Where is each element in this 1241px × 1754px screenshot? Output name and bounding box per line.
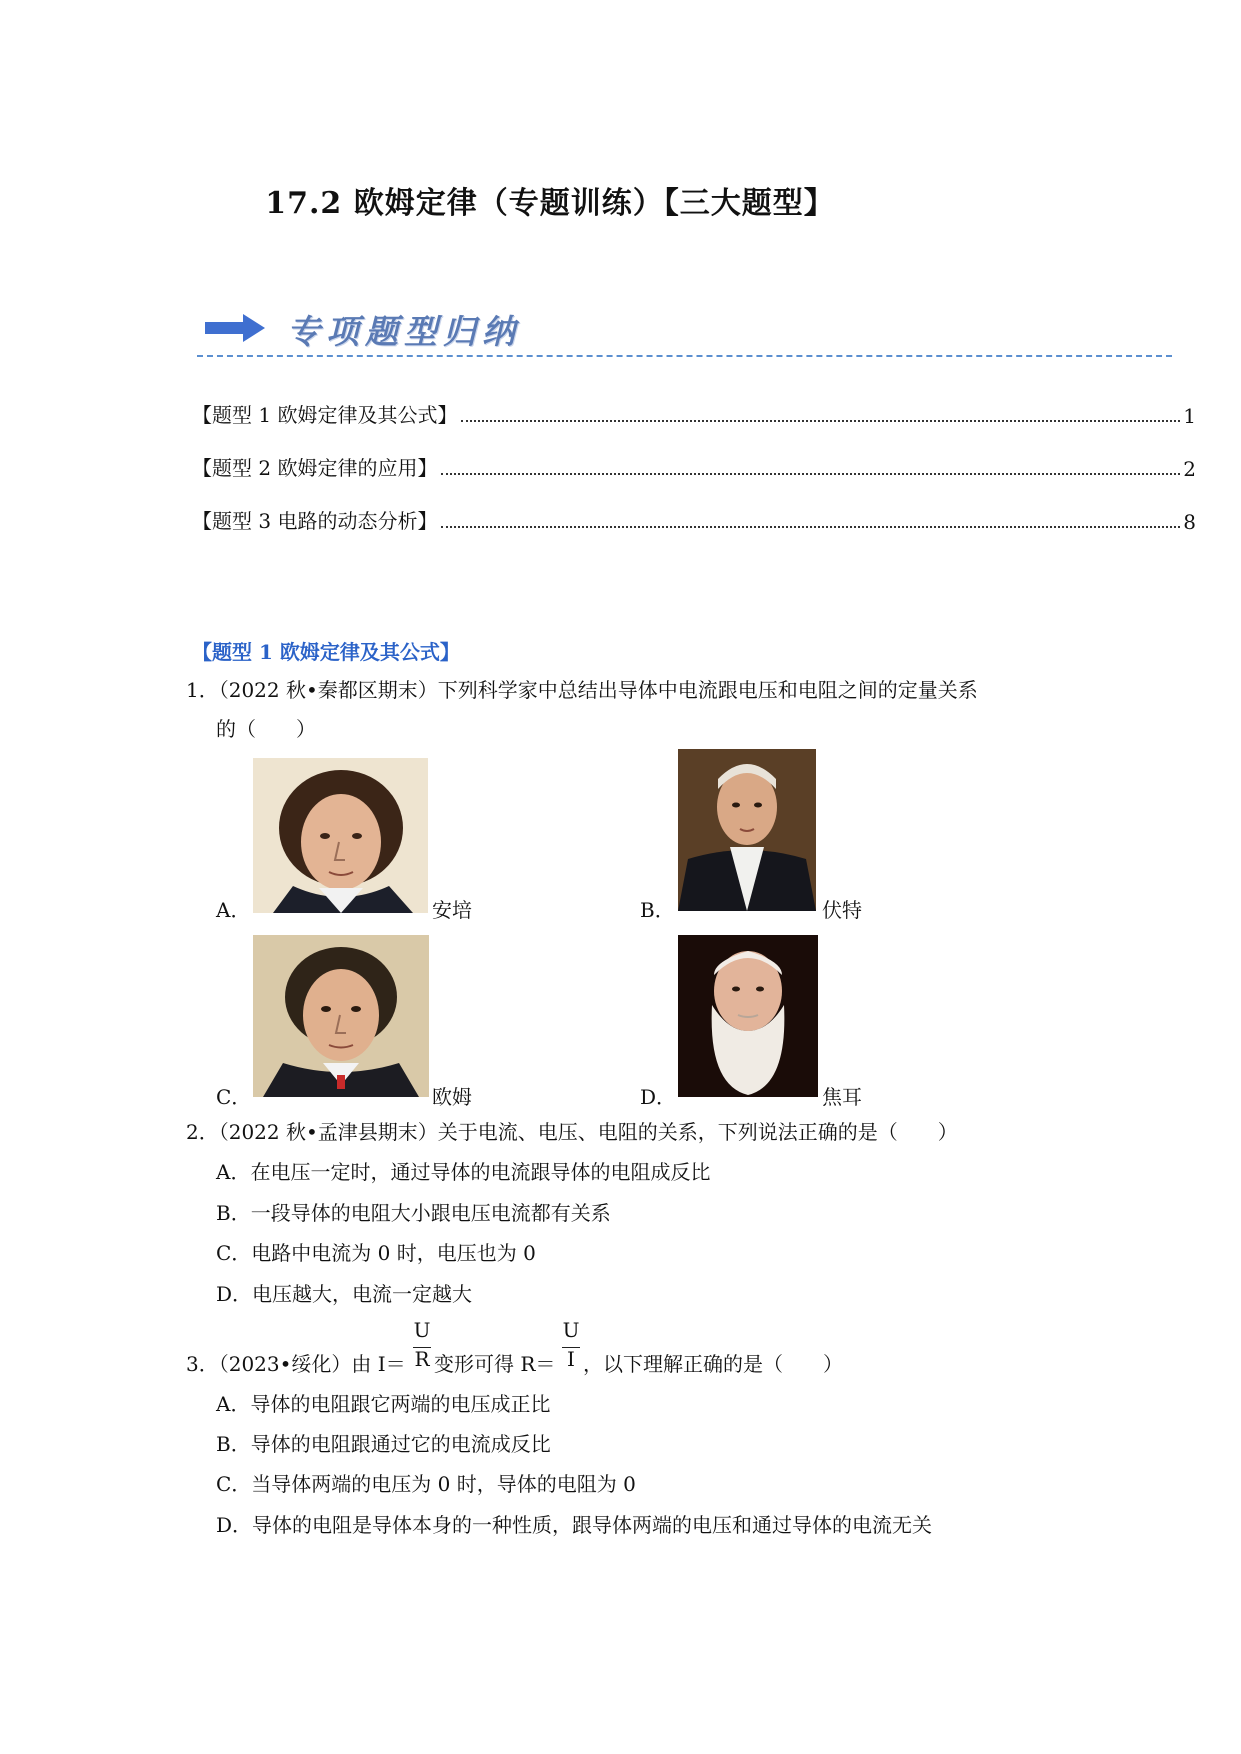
toc-item-label: 【题型 3 电路的动态分析】 xyxy=(192,509,438,533)
option-b-name: 伏特 xyxy=(822,898,862,922)
arrow-right-icon xyxy=(205,314,265,342)
portrait-joule xyxy=(678,935,818,1097)
fraction-1-numerator: U xyxy=(413,1318,431,1342)
option-c-letter: C． xyxy=(216,1085,252,1109)
banner-divider xyxy=(197,355,1172,357)
question-2-option-a: A．在电压一定时，通过导体的电流跟导体的电阻成反比 xyxy=(216,1160,711,1184)
toc-item-page: 2 xyxy=(1183,457,1196,481)
question-2-option-d: D．电压越大，电流一定越大 xyxy=(216,1282,473,1306)
banner-title: 专项题型归纳 xyxy=(287,312,521,351)
fraction-1-denominator: R xyxy=(414,1347,430,1371)
toc-item-label: 【题型 1 欧姆定律及其公式】 xyxy=(192,403,458,427)
question-3-stem-a: 3．（2023•绥化）由 I＝ xyxy=(186,1352,406,1376)
fraction-2-numerator: U xyxy=(562,1318,580,1342)
section-heading: 【题型 1 欧姆定律及其公式】 xyxy=(192,640,460,664)
question-2-stem: 2．（2022 秋•孟津县期末）关于电流、电压、电阻的关系，下列说法正确的是（ ） xyxy=(186,1120,958,1144)
option-d-name: 焦耳 xyxy=(822,1085,862,1109)
toc-item-label: 【题型 2 欧姆定律的应用】 xyxy=(192,456,438,480)
toc-item-page: 8 xyxy=(1183,510,1196,534)
option-a-name: 安培 xyxy=(432,898,472,922)
toc-leader xyxy=(461,419,1180,422)
question-3-stem-b: 变形可得 R＝ xyxy=(434,1352,556,1376)
question-3-option-a: A．导体的电阻跟它两端的电压成正比 xyxy=(216,1392,551,1416)
toc-leader xyxy=(441,472,1180,475)
question-1-stem-cont: 的（ ） xyxy=(216,717,316,741)
page-title: 17.2 欧姆定律（专题训练）【三大题型】 xyxy=(265,186,835,221)
toc-item[interactable] xyxy=(192,400,1196,428)
fraction-2-denominator: I xyxy=(567,1347,575,1371)
question-3-option-b: B．导体的电阻跟通过它的电流成反比 xyxy=(216,1432,551,1456)
question-3-stem-c: ，以下理解正确的是（ ） xyxy=(583,1352,843,1376)
toc-leader xyxy=(441,525,1180,528)
toc-item-page: 1 xyxy=(1183,404,1196,428)
option-c-name: 欧姆 xyxy=(432,1085,472,1109)
portrait-ohm xyxy=(253,935,429,1097)
portrait-volta xyxy=(678,749,816,911)
question-1-stem: 1．（2022 秋•秦都区期末）下列科学家中总结出导体中电流跟电压和电阻之间的定量关系 xyxy=(186,678,978,702)
question-2-option-c: C．电路中电流为 0 时，电压也为 0 xyxy=(216,1241,536,1265)
question-2-option-b: B．一段导体的电阻大小跟电压电流都有关系 xyxy=(216,1201,611,1225)
portrait-ampere xyxy=(253,758,428,913)
question-3-option-c: C．当导体两端的电压为 0 时，导体的电阻为 0 xyxy=(216,1472,636,1496)
option-a-letter: A． xyxy=(216,898,251,922)
option-b-letter: B． xyxy=(640,898,675,922)
toc-item[interactable] xyxy=(192,453,1196,481)
question-3-option-d: D．导体的电阻是导体本身的一种性质，跟导体两端的电压和通过导体的电流无关 xyxy=(216,1513,933,1537)
toc-item[interactable] xyxy=(192,506,1196,534)
option-d-letter: D． xyxy=(640,1085,677,1109)
